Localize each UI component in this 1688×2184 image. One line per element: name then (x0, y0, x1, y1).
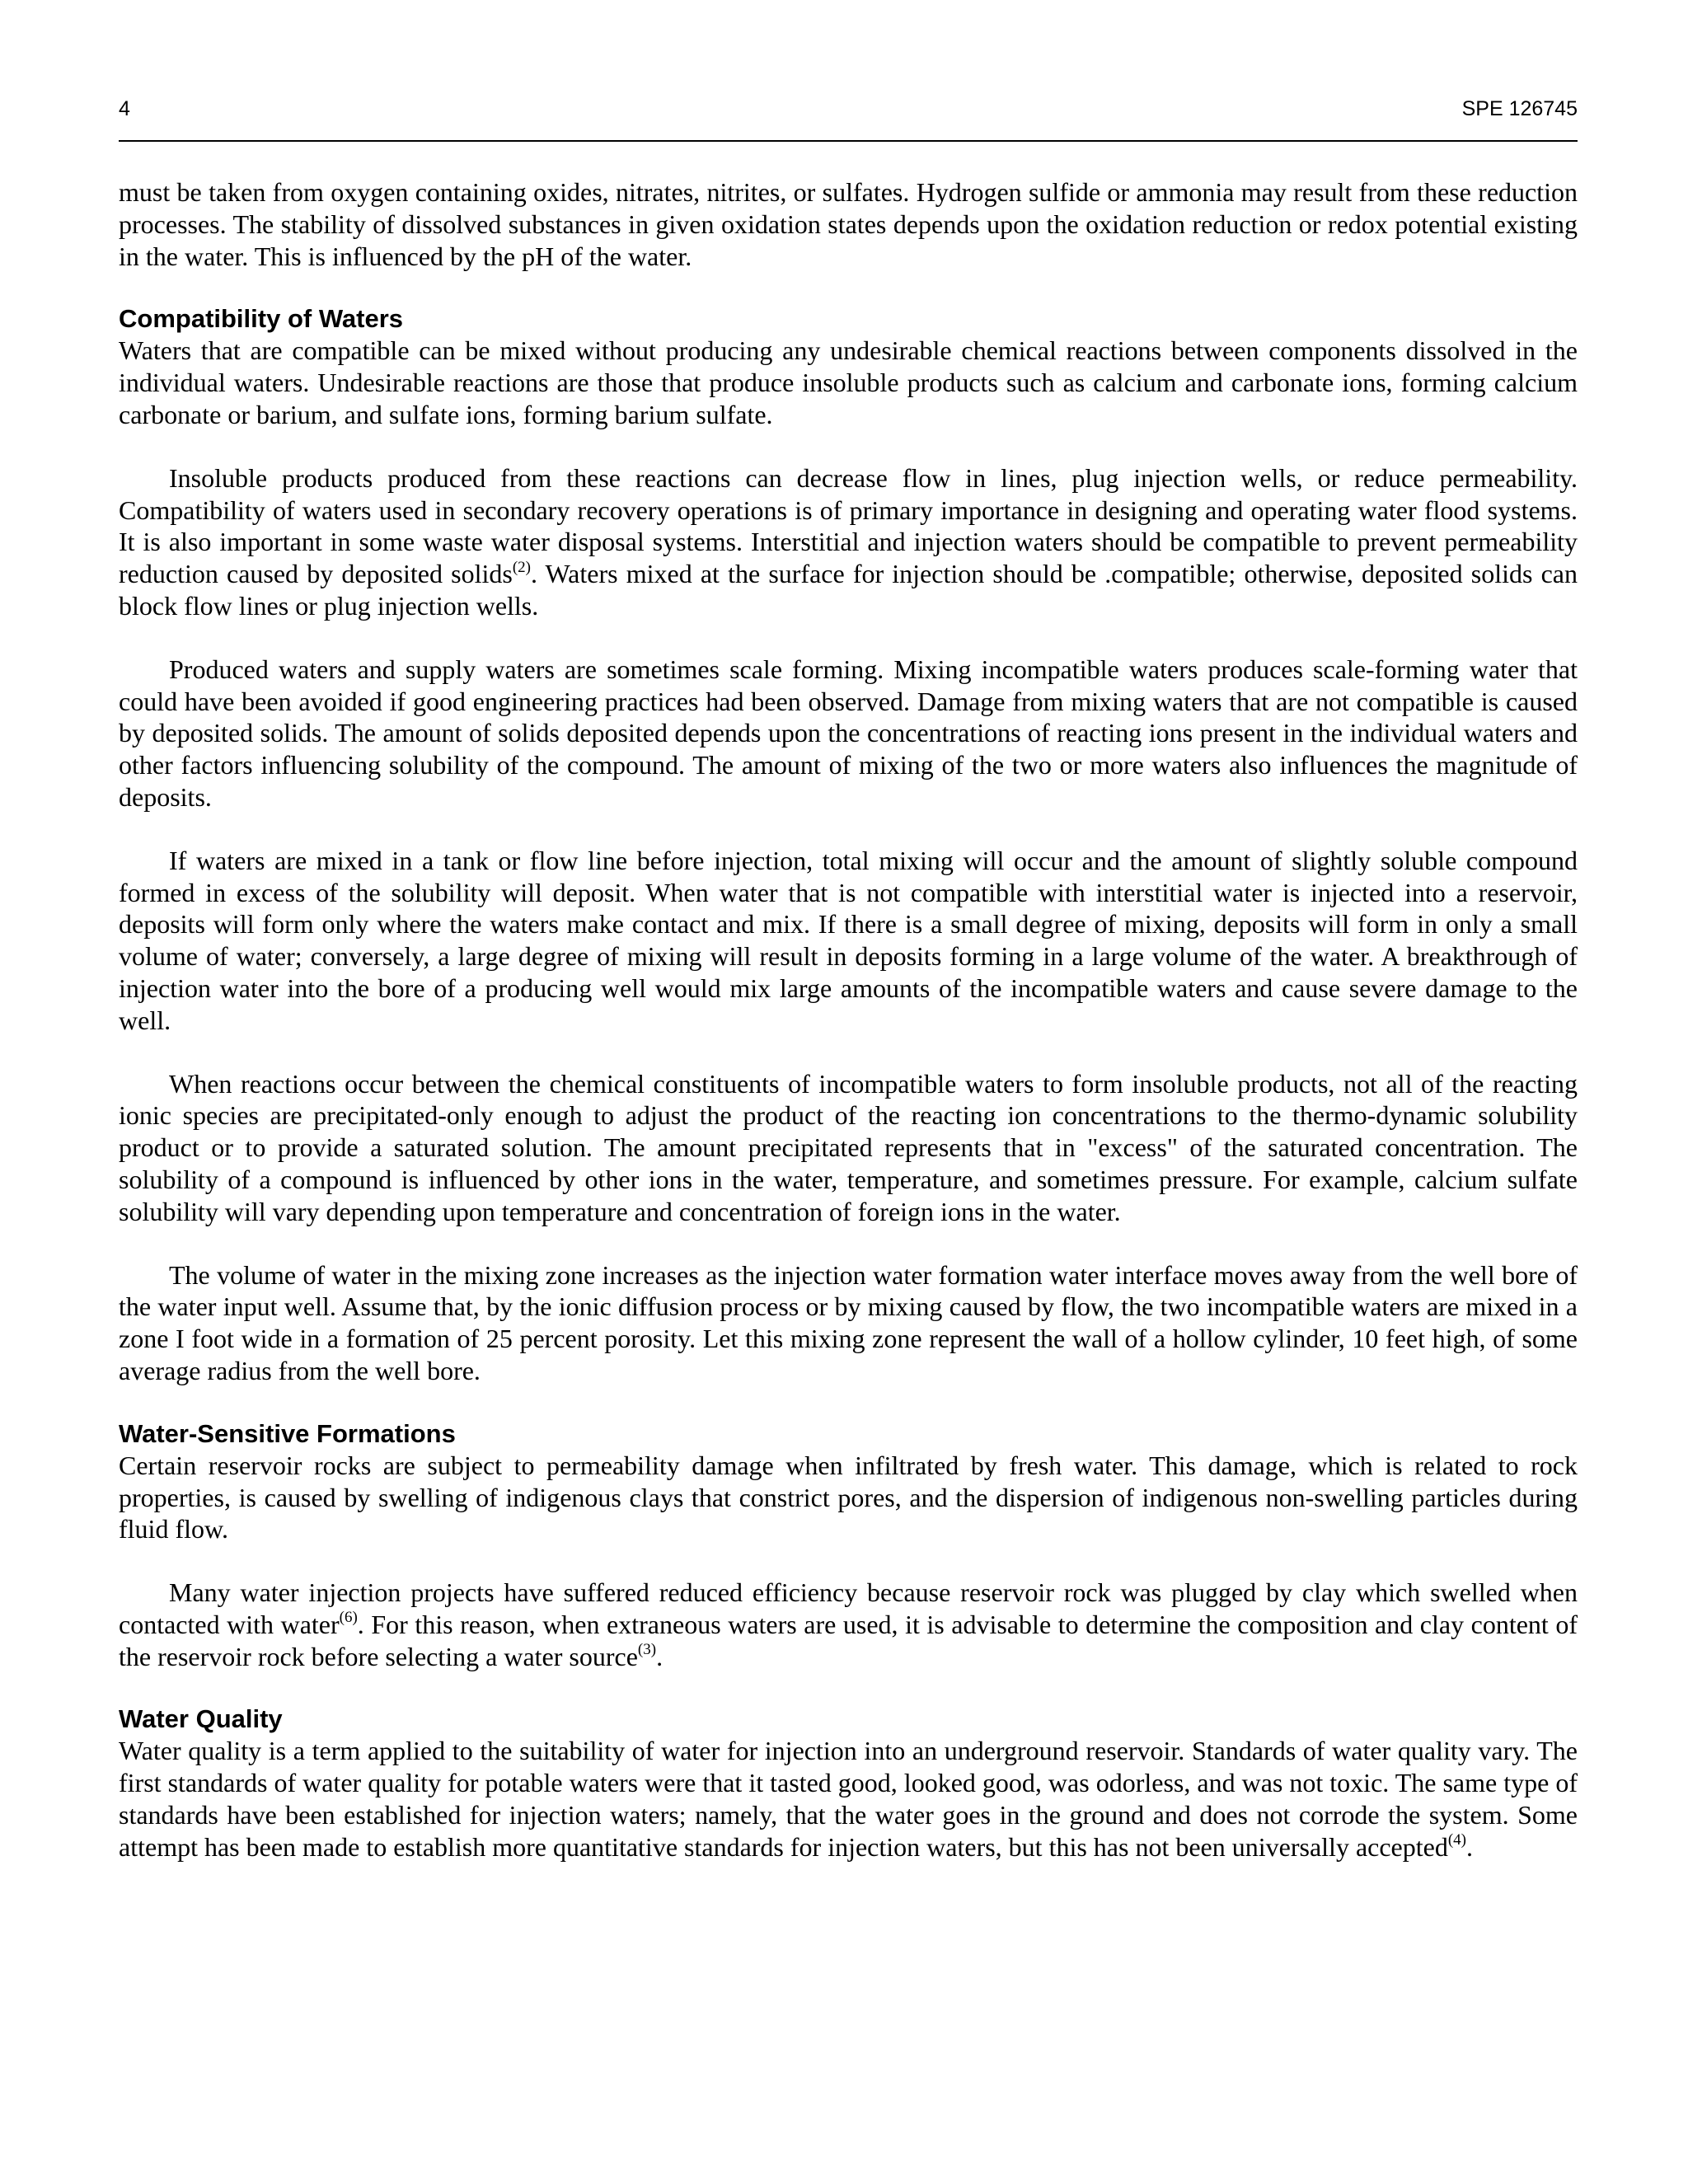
compatibility-paragraph-5: When reactions occur between the chemical constituents of incompatible waters to form insoluble products, not all of the reacting ionic species are precipitated-only enough to adjust the product of the reacting ion concentrations to the thermo-dynamic solubility product or to provide a saturated solution. The amount precipitated represents that in "excess" of the saturated concentration. The solubility of a compound is influenced by other ions in the water, temperature, and sometimes pressure. For example, calcium sulfate solubility will vary depending upon temperature and concentration of foreign ions in the water. (119, 1068, 1578, 1226)
sensitive-paragraph-2 (119, 1577, 1578, 1672)
compatibility-paragraph-4: If waters are mixed in a tank or flow line before injection, total mixing will occur and the amount of slightly soluble compound formed in excess of the solubility will deposit. When water that is not compatible with interstitial water is injected into a reservoir, deposits will form only where the waters make contact and mix. If there is a small degree of mixing, deposits will form in only a small volume of water; conversely, a large degree of mixing will result in deposits forming in a large volume of the water. A breakthrough of injection water into the bore of a producing well would mix large amounts of the incompatible waters and cause severe damage to the well. (119, 845, 1578, 1035)
paragraph-text: . (656, 1641, 663, 1671)
page-number: 4 (119, 97, 130, 120)
compatibility-paragraph-6: The volume of water in the mixing zone increases as the injection water formation water interface moves away from the well bore of the water input well. Assume that, by the ionic diffusion process or by mixing caused by flow, the two incompatible waters are mixed in a zone I foot wide in a formation of 25 percent porosity. Let this mixing zone represent the wall of a hollow cylinder, 10 feet high, of some average radius from the well bore. (119, 1259, 1578, 1385)
sensitive-paragraph-1: Certain reservoir rocks are subject to permeability damage when infiltrated by fresh water. This damage, which is related to rock properties, is caused by swelling of indigenous clays that constrict pores, and the dispersion of indigenous non-swelling particles during fluid flow. (119, 1450, 1578, 1544)
citation-ref: (4) (1447, 1831, 1466, 1849)
paragraph-text: . (1466, 1831, 1473, 1862)
section-heading-water-sensitive: Water-Sensitive Formations (119, 1418, 456, 1448)
intro-paragraph: must be taken from oxygen containing oxides, nitrates, nitrites, or sulfates. Hydrogen sulfide or ammonia may result from these reduction processes. The stability of dissolved substances in given oxidation states depends upon the oxidation reduction or redox potential existing in the water. This is influenced by the pH of the water. (119, 177, 1578, 271)
page-header (119, 97, 1578, 137)
document-body (119, 176, 1578, 1895)
quality-paragraph-1 (119, 1735, 1578, 1863)
header-rule (119, 140, 1578, 142)
paragraph-text: . Waters mixed at the surface for injection should be .compatible; otherwise, deposited solids can block flow lines or plug injection wells. (119, 559, 1578, 621)
compatibility-paragraph-1: Waters that are compatible can be mixed without producing any undesirable chemical reactions between components dissolved in the individual waters. Undesirable reactions are those that produce insoluble products such as calcium and carbonate ions, forming calcium carbonate or barium, and sulfate ions, forming barium sulfate. (119, 335, 1578, 429)
paragraph-text: Many water injection projects have suffered reduced efficiency because reservoir rock was plugged by clay which swelled when contacted with water (119, 1577, 1578, 1639)
compatibility-paragraph-2 (119, 462, 1578, 622)
paragraph-text: Water quality is a term applied to the suitability of water for injection into an underground reservoir. Standards of water quality vary. The first standards of water quality for potable waters were that it tasted good, looked good, was odorless, and was not toxic. The same type of standards have been established for injection waters; namely, that the water goes in the ground and does not corrode the system. Some attempt has been made to establish more quantitative standards for injection waters, but this has not been universally accepted (119, 1736, 1578, 1862)
paper-code: SPE 126745 (1461, 97, 1578, 120)
section-heading-compatibility: Compatibility of Waters (119, 304, 404, 334)
citation-ref: (2) (512, 558, 531, 576)
citation-ref: (3) (637, 1641, 657, 1659)
compatibility-paragraph-3: Produced waters and supply waters are sometimes scale forming. Mixing incompatible waters produces scale-forming water that could have been avoided if good engineering practices had been observed. Damage from mixing waters that are not compatible is caused by deposited solids. The amount of solids deposited depends upon the concentrations of reacting ions present in the individual waters and other factors influencing solubility of the compound. The amount of mixing of the two or more waters also influences the magnitude of deposits. (119, 654, 1578, 812)
paragraph-text: . For this reason, when extraneous waters are used, it is advisable to determine the composition and clay content of the reservoir rock before selecting a water source (119, 1609, 1578, 1671)
section-heading-water-quality: Water Quality (119, 1704, 283, 1734)
citation-ref: (6) (339, 1609, 358, 1627)
paragraph-text: Insoluble products produced from these reactions can decrease flow in lines, plug injection wells, or reduce permeability. Compatibility of waters used in secondary recovery operations is of primary importance in designing and operating water flood systems. It is also important in some waste water disposal systems. Interstitial and injection waters should be compatible to prevent permeability reduction caused by deposited solids (119, 462, 1578, 589)
